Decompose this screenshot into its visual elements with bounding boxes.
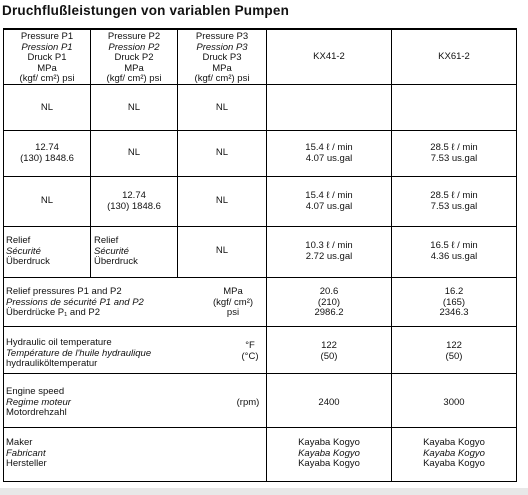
table-rule bbox=[3, 176, 517, 177]
flow-cell: 15.4 ℓ / min 4.07 us.gal bbox=[305, 190, 353, 212]
table-rule bbox=[516, 28, 517, 481]
flow-cell: NL bbox=[127, 102, 141, 113]
table-rule bbox=[3, 373, 517, 374]
spec-unit: °F (°C) bbox=[241, 340, 259, 362]
spec-value: Kayaba Kogyo Kayaba Kogyo Kayaba Kogyo bbox=[298, 437, 360, 469]
header-p1: Pressure P1 Pression P1 Druck P1 MPa (kgf/ cm²) psi bbox=[19, 31, 75, 84]
flow-cell: 16.5 ℓ / min 4.36 us.gal bbox=[430, 240, 478, 262]
flow-cell: Relief Sécurité Überdruck bbox=[94, 235, 138, 267]
spec-label: Engine speed Regime moteur Motordrehzahl bbox=[6, 386, 71, 418]
table-rule bbox=[3, 28, 4, 481]
spec-label: Maker Fabricant Hersteller bbox=[6, 437, 47, 469]
flow-cell: NL bbox=[215, 195, 229, 206]
spec-label: Hydraulic oil temperature Température de l'huile hydraulique hydrauliköltemperatur bbox=[6, 337, 152, 369]
table-rule bbox=[3, 130, 517, 131]
spec-value: 2400 bbox=[318, 397, 340, 408]
flow-cell: NL bbox=[127, 147, 141, 158]
flow-cell: NL bbox=[215, 102, 229, 113]
table-rule bbox=[3, 326, 517, 327]
spec-value: 16.2 (165) 2346.3 bbox=[439, 286, 469, 318]
table-rule bbox=[3, 427, 517, 428]
spec-value: 20.6 (210) 2986.2 bbox=[314, 286, 344, 318]
page-edge bbox=[0, 488, 528, 495]
flow-cell: NL bbox=[215, 245, 229, 256]
table-rule bbox=[3, 226, 517, 227]
spec-value: 122 (50) bbox=[445, 340, 463, 362]
spec-unit: MPa (kgf/ cm²) psi bbox=[212, 286, 254, 318]
header-p3: Pressure P3 Pression P3 Druck P3 MPa (kgf/ cm²) psi bbox=[194, 31, 250, 84]
flow-cell: 28.5 ℓ / min 7.53 us.gal bbox=[430, 190, 478, 212]
table-rule bbox=[3, 481, 517, 482]
header-model-a: KX41-2 bbox=[313, 51, 345, 62]
flow-cell: 12.74 (130) 1848.6 bbox=[20, 142, 74, 164]
flow-cell: 28.5 ℓ / min 7.53 us.gal bbox=[430, 142, 478, 164]
spec-value: 3000 bbox=[443, 397, 465, 408]
spec-value: Kayaba Kogyo Kayaba Kogyo Kayaba Kogyo bbox=[423, 437, 485, 469]
spec-value: 122 (50) bbox=[320, 340, 338, 362]
page-title: Druchflußleistungen von variablen Pumpen bbox=[2, 3, 290, 18]
flow-cell: 12.74 (130) 1848.6 bbox=[107, 190, 161, 212]
flow-cell: Relief Sécurité Überdruck bbox=[6, 235, 50, 267]
spec-unit: (rpm) bbox=[236, 397, 260, 408]
flow-cell: 15.4 ℓ / min 4.07 us.gal bbox=[305, 142, 353, 164]
table-rule bbox=[3, 28, 517, 30]
flow-cell: NL bbox=[40, 102, 54, 113]
header-model-b: KX61-2 bbox=[438, 51, 470, 62]
table-rule bbox=[3, 277, 517, 278]
spec-label: Relief pressures P1 and P2 Pressions de sécurité P1 and P2 Überdrücke P₁ and P2 bbox=[6, 286, 144, 318]
header-p2: Pressure P2 Pression P2 Druck P2 MPa (kgf/ cm²) psi bbox=[106, 31, 162, 84]
flow-cell: NL bbox=[40, 195, 54, 206]
flow-cell: NL bbox=[215, 147, 229, 158]
flow-cell: 10.3 ℓ / min 2.72 us.gal bbox=[305, 240, 353, 262]
